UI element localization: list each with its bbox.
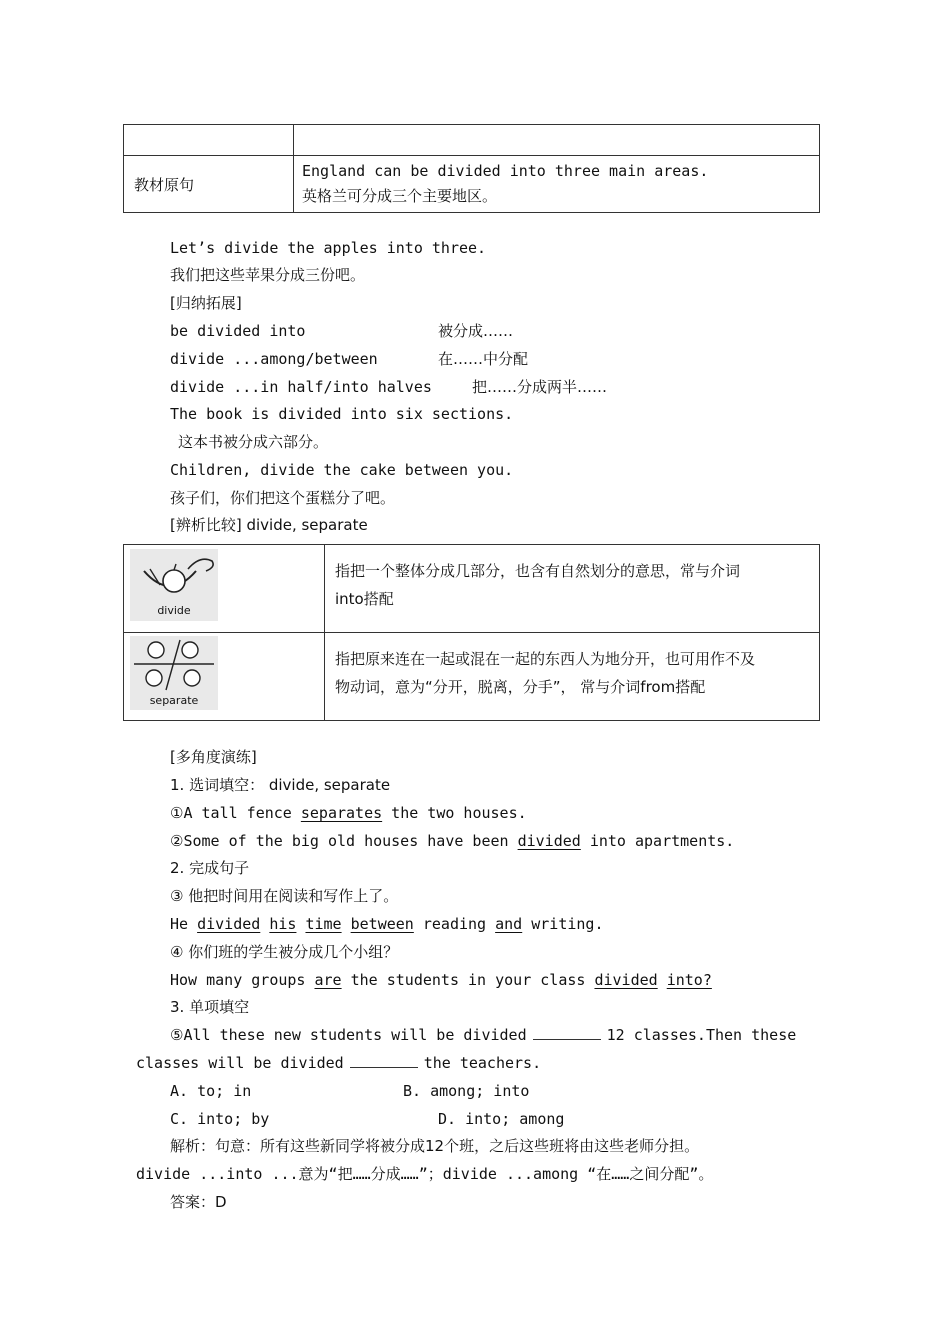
divide-desc-line: 指把一个整体分成几部分，也含有自然划分的意思，常与介词 [335,562,741,580]
answer-word: into? [666,971,712,989]
answer-word: separates [300,804,383,822]
phrase-en: be divided into [170,322,306,340]
sentence-text: classes will be divided [136,1054,344,1072]
answer-blank [350,1053,418,1068]
example-zh: 我们把这些苹果分成三份吧。 [170,266,366,284]
separate-illustration [130,636,218,710]
sentence-1 [170,803,527,823]
answer-word: divided [594,971,658,989]
question-title: 3. 单项填空 [170,998,250,1016]
analysis-line: divide ...into ...意为“把……分成……”；divide ...among “在……之间分配”。 [136,1165,714,1183]
table-cell-value [294,156,820,213]
option-c: C. into; by [170,1110,270,1128]
option-b: B. among; into [403,1082,530,1100]
sentence-text: How many groups [170,971,315,989]
sentence-text: ②Some of the big old houses have been [170,832,518,850]
sentence-text: 12 classes.Then these [606,1026,797,1044]
example-en: Let’s divide the apples into three. [170,239,487,257]
practice-title: [多角度演练] [170,748,257,766]
compare-desc-cell [325,633,820,721]
induction-title: [归纳拓展] [170,294,242,312]
compare-image-cell [124,545,325,633]
mc-stem-line [136,1053,541,1073]
phrase-zh: 把……分成两半…… [472,378,608,396]
separate-desc-line: 指把原来连在一起或混在一起的东西人为地分开，也可用作不及 [335,650,756,668]
analysis-line: 解析：句意：所有这些新同学将被分成12个班，之后这些班将由这些老师分担。 [170,1137,700,1155]
separate-desc-line: 物动词，意为“分开，脱离，分手”， 常与介词from搭配 [335,678,706,696]
answer-word: his [269,915,297,933]
phrase-en: divide ...among/between [170,350,378,368]
divide-image-label: divide [157,604,191,617]
answer-word: time [305,915,342,933]
example-zh: 孩子们，你们把这个蛋糕分了吧。 [170,489,396,507]
sentence-text: reading [413,915,496,933]
answer-word: and [495,915,523,933]
sentence-text: writing. [522,915,604,933]
answer-word: divided [197,915,261,933]
table-cell-empty-value [294,125,820,156]
compare-image-cell [124,633,325,721]
source-label: 教材原句 [134,175,195,194]
source-zh: 英格兰可分成三个主要地区。 [302,187,498,205]
example-en: The book is divided into six sections. [170,405,514,423]
answer-line: 答案：D [170,1193,227,1211]
mc-stem-line [170,1025,796,1045]
phrase-zh: 被分成…… [438,322,514,340]
sentence-text: the teachers. [423,1054,542,1072]
question-title: 1. 选词填空： divide, separate [170,776,391,794]
compare-table [123,544,820,721]
sentence-text: the students in your class [341,971,595,989]
table-cell-label [124,156,294,213]
answer-word: divided [517,832,581,850]
sentence-3-en [170,914,604,934]
compare-desc-cell [325,545,820,633]
sentence-4-en [170,970,712,990]
compare-title: [辨析比较] divide, separate [170,516,368,534]
question-title: 2. 完成句子 [170,859,250,877]
example-en: Children, divide the cake between you. [170,461,514,479]
sentence-text: into apartments. [580,832,735,850]
phrase-en: divide ...in half/into halves [170,378,432,396]
phrase-zh: 在……中分配 [438,350,529,368]
example-zh: 这本书被分成六部分。 [178,433,329,451]
sentence-text: ①A tall fence [170,804,301,822]
divide-desc-line: into搭配 [335,590,394,608]
answer-word: between [350,915,414,933]
sentence-4-zh: ④ 你们班的学生被分成几个小组？ [170,943,399,961]
option-d: D. into; among [438,1110,565,1128]
source-en: England can be divided into three main areas. [302,162,709,180]
answer-word: are [314,971,342,989]
sentence-3-zh: ③ 他把时间用在阅读和写作上了。 [170,887,399,905]
sentence-text: the two houses. [382,804,527,822]
table-cell-empty-label [124,125,294,156]
source-sentence-table [123,124,820,213]
sentence-2 [170,831,734,851]
sentence-text: He [170,915,198,933]
divide-illustration [130,549,218,621]
separate-image-label: separate [149,694,199,707]
option-a: A. to; in [170,1082,252,1100]
answer-blank [533,1025,601,1040]
sentence-text: ⑤All these new students will be divided [170,1026,527,1044]
